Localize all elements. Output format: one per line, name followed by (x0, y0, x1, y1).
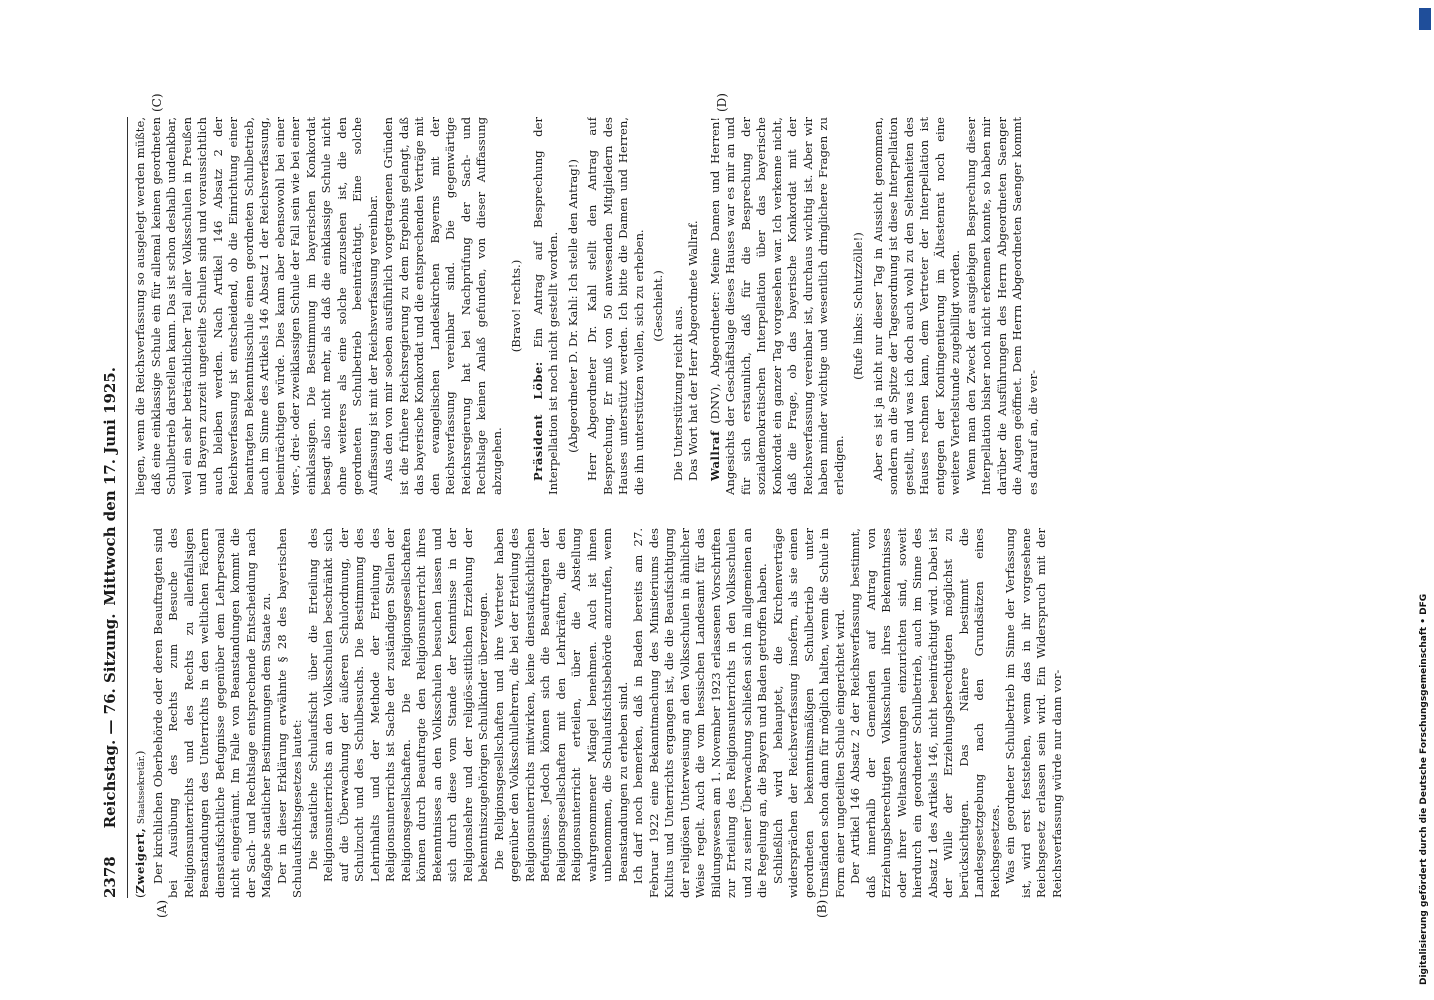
digitization-credit (1418, 0, 1432, 1000)
paragraph: liegen, wenn die Reichsverfassung so ausgelegt werden müßte, daß eine einklassige Schule ein für allemal keinen geordneten Schulbetrieb darstellen kann. Das ist schon deshalb undenkbar, weil ein sehr beträchtlicher Teil aller Volksschulen in Preußen und Bayern zurzeit ungeteilte Schulen sind und voraussichtlich auch bleiben werden. Nach Artikel 146 Absatz 2 der Reichsverfassung ist entscheidend, ob die Einrichtung einer beantragten Bekenntnisschule einen geordneten Schulbetrieb, auch im Sinne des Artikels 146 Absatz 1 der Reichsverfassung, beeinträchtigen würde. Dies kann aber ebensowohl bei einer vier-, drei- oder zweiklassigen Schule der Fall sein wie bei einer einklassigen. Die Bestimmung im bayerischen Konkordat besagt also nicht mehr, als daß die einklassige Schule nicht ohne weiteres als eine solche anzusehen ist, die den geordneten Schulbetrieb beeinträchtigt. Eine solche Auffassung ist mit der Reichsverfassung vereinbar. (133, 117, 380, 495)
stage-note: (Geschieht.) (651, 270, 665, 342)
document-page (95, 95, 1425, 920)
paragraph: Der Artikel 146 Absatz 2 der Reichsverfassung bestimmt, daß innerhalb der Gemeinden auf Antrag von Erziehungsberechtigten Volksschulen ihres Bekenntnisses oder ihrer Weltanschauungen einzurichten sind, soweit hierdurch ein geordneter Schulbetrieb, auch im Sinne des Absatz 1 des Artikels 146, nicht beeinträchtigt wird. Dabei ist der Wille der Erziehungsberechtigten möglichst zu berücksichtigen. Das Nähere bestimmt die Landesgesetzgebung nach den Grundsätzen eines Reichsgesetzes. (848, 528, 1002, 898)
margin-mark-d: (D) (715, 93, 729, 112)
margin-mark-c: (C) (150, 93, 164, 112)
president-text: Ein Antrag auf Besprechung der Interpellation ist noch nicht gestellt worden. (530, 117, 560, 495)
paragraph: Der in dieser Erklärung erwähnte § 28 des bayerischen Schulaufsichtsgesetzes lautet: (274, 528, 304, 898)
wallraf-name: Wallraf (707, 430, 722, 481)
paragraph: Was ein geordneter Schulbetrieb im Sinne der Verfassung ist, wird erst feststehen, wenn das in ihr vorgesehene Reichsgesetz erlassen sein wird. Ein Widerspruch mit der Reichsverfassung würde nur dann vor- (1003, 528, 1064, 898)
interjection: (Rufe links: Schutzzölle!) (851, 232, 865, 380)
quoted-paragraph: Die Religionsgesellschaften und ihre Vertreter haben gegenüber den Volksschullehrern, die bei der Erteilung des Religionsunterrichts mitwirken, keine dienstaufsichtlichen Befugnisse. Jedoch können sich die Beauftragten der Religionsgesellschaften mit den Lehrkräften, die den Religionsunterricht erteilen, über die Abstellung wahrgenommener Mängel benehmen. Auch ist ihnen unbenommen, die Schulaufsichtsbehörde anzurufen, wenn Beanstandungen zu erheben sind. (491, 528, 630, 882)
paragraph: Die Unterstützung reicht aus. (670, 305, 685, 481)
interjection: (Abgeordneter D. Dr. Kahl: Ich stelle den Antrag!) (565, 159, 580, 453)
president-name: Präsident Löbe: (530, 361, 545, 481)
applause-note: (Bravo! rechts.) (509, 259, 523, 353)
margin-mark-b: (B) (815, 899, 829, 918)
wallraf-text: (DNV), Abgeordneter: Meine Damen und Herren! Angesichts der Geschäftslage dieses Hauses war es mir an und für sich erstaunlich, daß für die Besprechung der sozialdemokratischen Interpellation über das bayerische Konkordat ein ganzer Tag vorgesehen war. Ich verkenne nicht, daß die Frage, ob das bayerische Konkordat mit der Reichsverfassung vereinbar ist, durchaus wichtig ist. Aber wir haben minder wichtige und wesentlich dringlichere Fragen zu erledigen. (707, 117, 846, 495)
margin-mark-a: (A) (155, 899, 169, 918)
session-title: Reichstag. — 76. Sitzung. (101, 613, 119, 829)
wallraf-statement (708, 117, 848, 495)
speaker-name: Zweigert, (133, 827, 147, 894)
paragraph: Das Wort hat der Herr Abgeordnete Wallraf. (686, 220, 700, 481)
left-column (133, 528, 1413, 898)
paragraph: Ich darf noch bemerken, daß in Baden bereits am 27. Februar 1922 eine Bekanntmachung des Ministeriums des Kultus und Unterrichts ergangen ist, die die Beaufsichtigung der religiösen Unterweisung an den Volksschulen in ähnlicher Weise regelt. Auch die vom hessischen Landesamt für das Bildungswesen am 1. November 1923 erlassenen Vorschriften zur Erteilung des Religionsunterrichts in den Volksschulen und zu seiner Überwachung schließen sich im allgemeinen an die Regelung an, die Bayern und Baden getroffen haben. (631, 528, 769, 898)
session-date: Mittwoch den 17. Juni 1925. (101, 367, 119, 606)
paragraph: Schließlich wird behauptet, die Kirchenverträge widersprächen der Reichsverfassung insofern, als sie einen geordneten bekenntnismäßigen Schulbetrieb unter Umständen schon dann für möglich halten, wenn die Schule in Form einer ungeteilten Schule eingerichtet wird. (770, 528, 847, 898)
credit-text: Digitalisierung gefördert durch die Deutsche Forschungsgemeinschaft • DFG (1419, 593, 1429, 985)
speaker-line: (Zweigert, Staatssekretär.) (133, 750, 147, 898)
speaker-role: Staatssekretär. (137, 755, 147, 825)
president-statement (531, 117, 562, 495)
quoted-paragraph: Die staatliche Schulaufsicht über die Erteilung des Religionsunterrichts an den Volksschulen beschränkt sich auf die Überwachung der äußeren Schulordnung, der Schulzucht und des Schulbesuchs. Die Bestimmung des Lehrinhalts und der Methode der Erteilung des Religionsunterrichts ist Sache der zuständigen Stellen der Religionsgesellschaften. Die Religionsgesellschaften können durch Beauftragte den Religionsunterricht ihres Bekenntnisses an den Volksschulen besuchen lassen und sich durch diese vom Stande der Kenntnisse in der Religionslehre und der religiös-sittlichen Erziehung der bekenntniszugehörigen Schulkinder überzeugen. (305, 528, 490, 882)
page-header (101, 117, 128, 898)
paragraph: Wenn man den Zweck der ausgiebigen Besprechung dieser Interpellation bisher noch nicht erkennen konnte, so haben mir darüber die Ausführungen des Herrn Abgeordneten Saenger die Augen geöffnet. Dem Herrn Abgeordneten Saenger kommt es darauf an, die ver- (963, 117, 1040, 495)
paragraph: Herr Abgeordneter Dr. Kahl stellt den Antrag auf Besprechung. Er muß von 50 anwesenden Mitgliedern des Hauses unterstützt werden. Ich bitte die Damen und Herren, die ihn unterstützen wollen, sich zu erheben. (585, 117, 646, 495)
right-column (133, 117, 1413, 495)
paragraph: Aus den von mir soeben ausführlich vorgetragenen Gründen ist die frühere Reichsregierung zu dem Ergebnis gelangt, daß das bayerische Konkordat und die entsprechenden Verträge mit den evangelischen Landeskirchen Bayerns mit der Reichsverfassung vereinbar sind. Die gegenwärtige Reichsregierung hat bei Nachprüfung der Sach- und Rechtslage keinen Anlaß gefunden, von dieser Auffassung abzugehen. (381, 117, 504, 495)
paragraph: Der kirchlichen Oberbehörde oder deren Beauftragten sind bei Ausübung des Rechts zum Besuche des Religionsunterrichts und des Rechts zu allenfallsigen Beanstandungen des Unterrichts in den weltlichen Fächern dienstaufsichtliche Befugnisse gegenüber dem Lehrpersonal nicht eingeräumt. Im Falle von Beanstandungen kommt die der Sach- und Rechtslage entsprechende Entscheidung nach Maßgabe staatlicher Bestimmungen dem Staate zu. (150, 528, 273, 898)
scanned-page-sheet (95, 95, 1425, 995)
page-number: 2378 (101, 856, 119, 898)
paragraph: Aber es ist ja nicht nur dieser Tag in Aussicht genommen, sondern an die Spitze der Tagesordnung ist diese Interpellation gestellt, und was ich doch auch wohl zu den Seltenheiten des Hauses rechnen kann, dem Vertreter der Interpellation ist entgegen der Kontingentierung im Ältestenrat noch eine weitere Viertelstunde zugebilligt worden. (870, 117, 962, 495)
